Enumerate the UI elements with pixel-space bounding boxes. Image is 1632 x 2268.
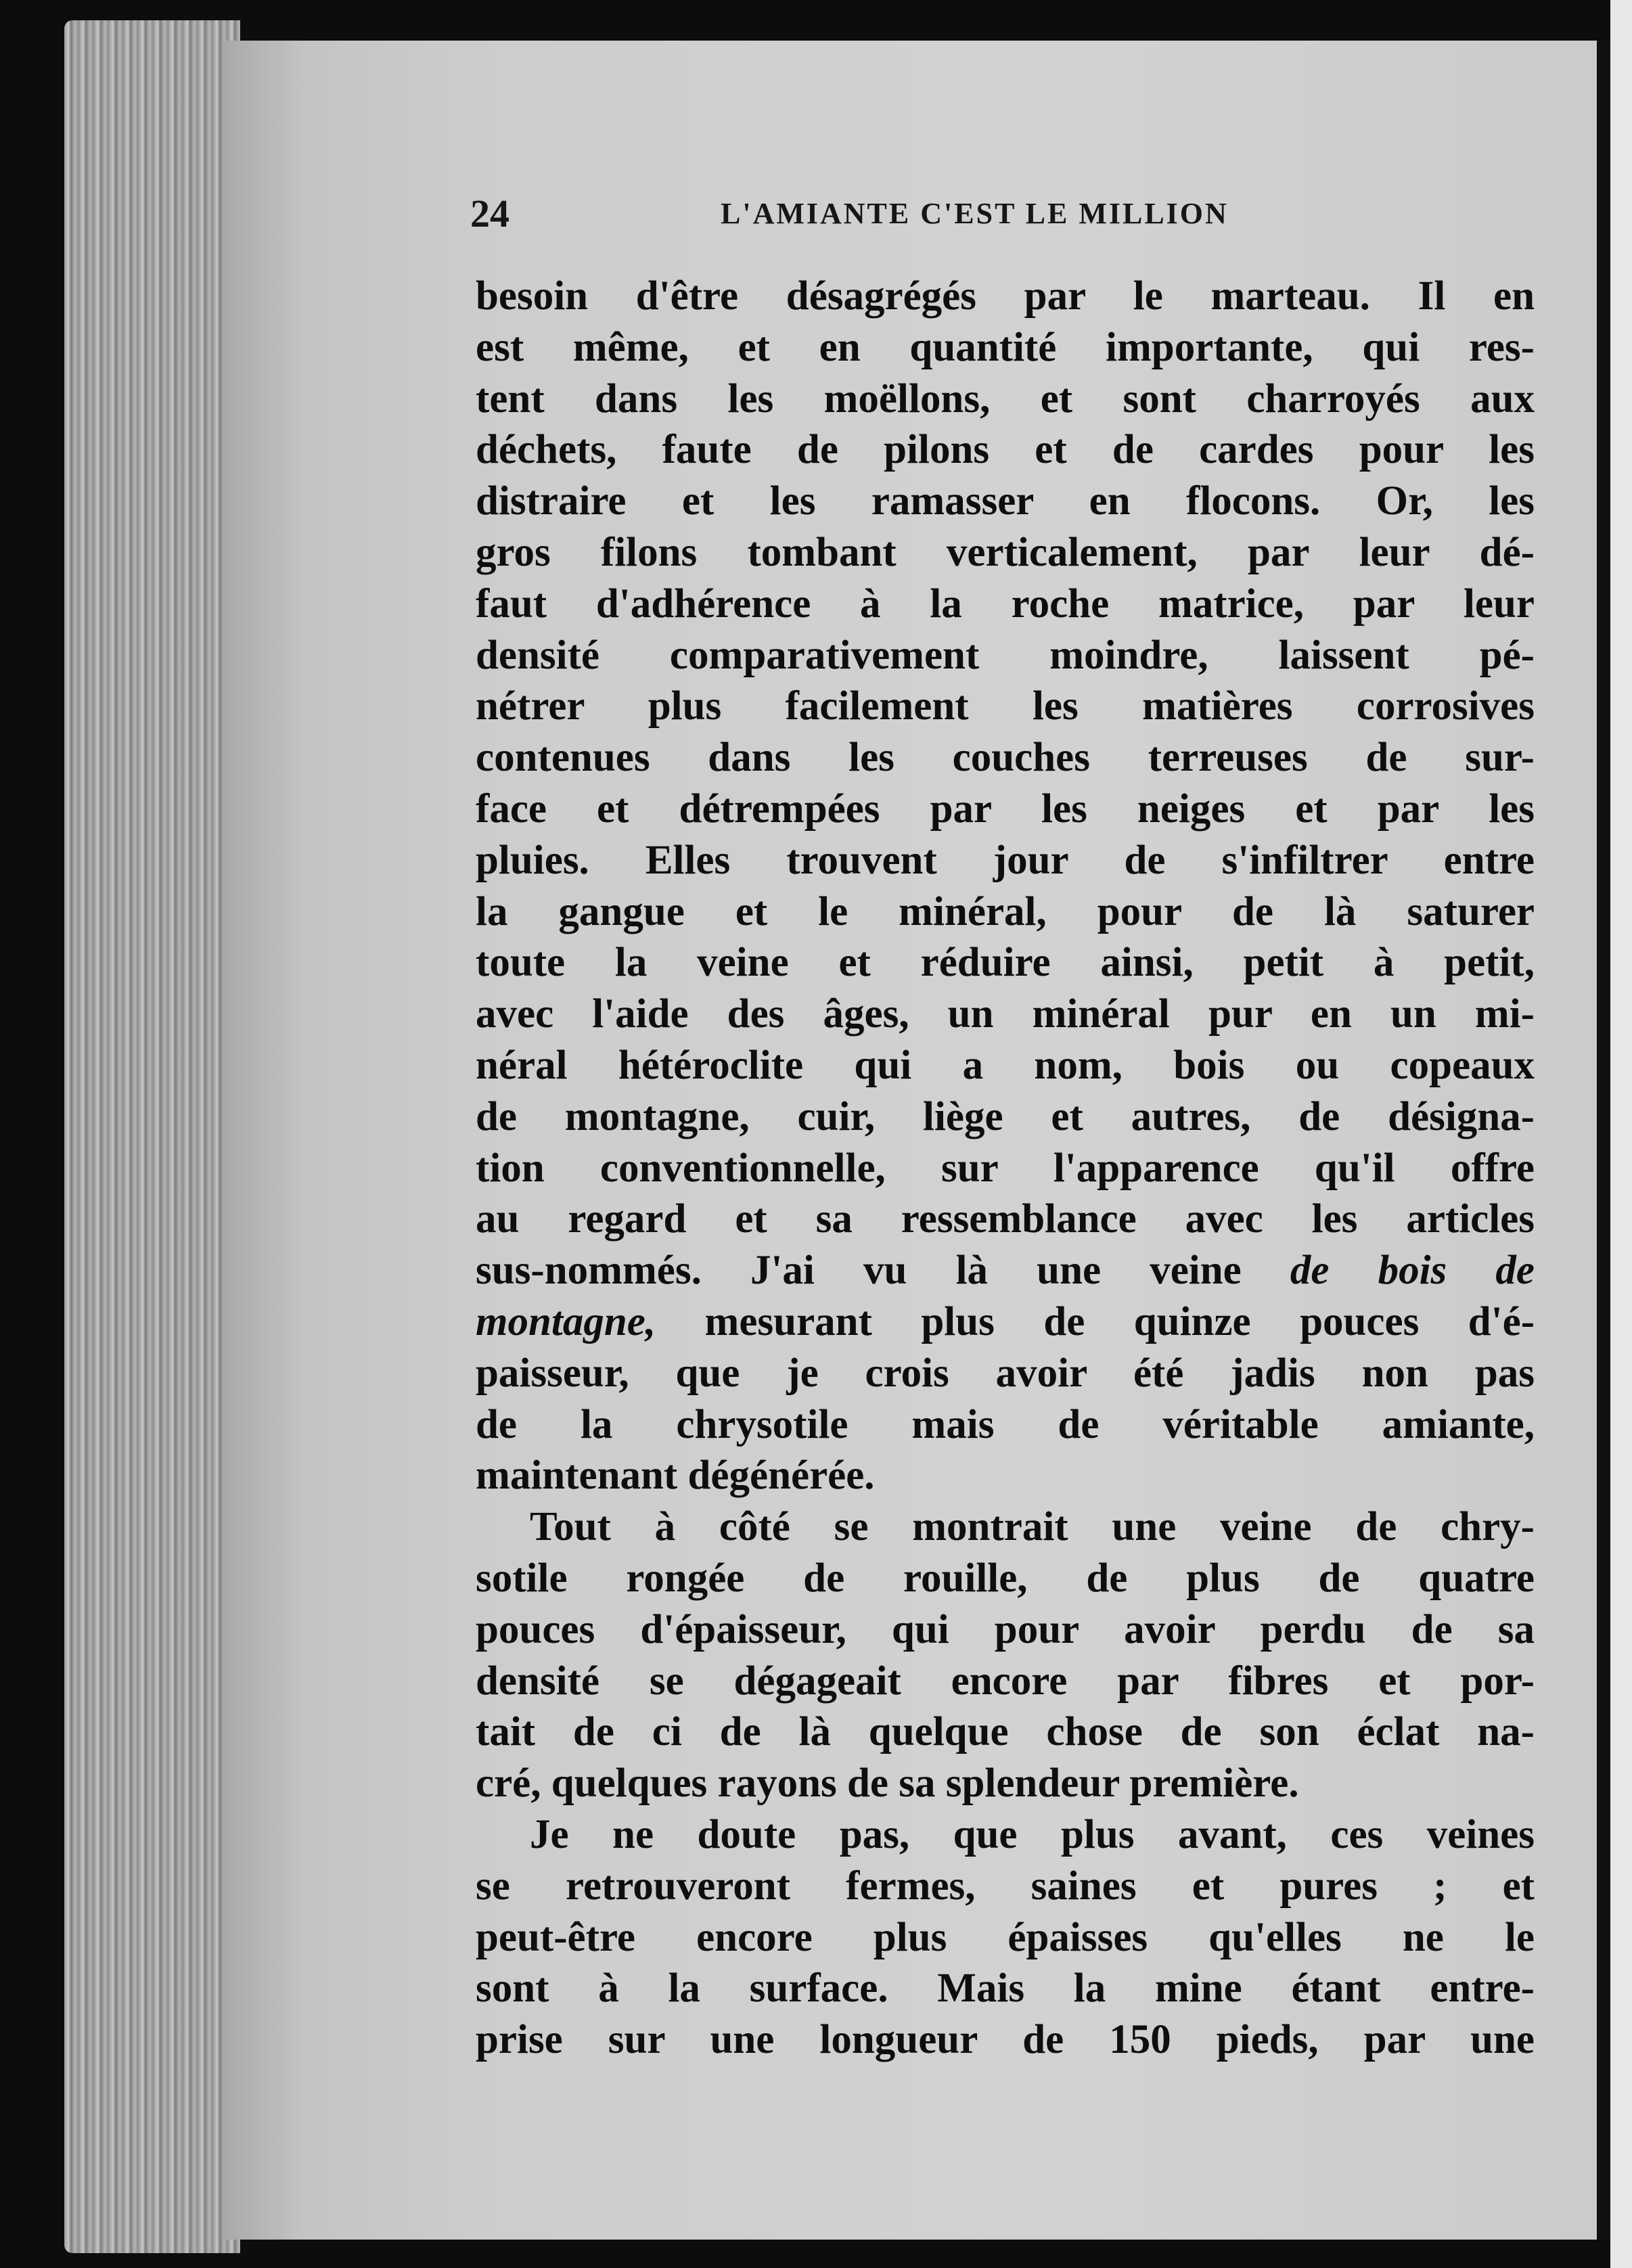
text-segment: mesurant plus de quinze pouces d'é- bbox=[704, 1298, 1535, 1344]
text-line: tent dans les moëllons, et sont charroyés aux bbox=[476, 376, 1535, 422]
text-line: nétrer plus facilement les matières corrosives bbox=[476, 683, 1535, 729]
text-line: tait de ci de là quelque chose de son éclat na- bbox=[476, 1709, 1535, 1755]
text-line: de montagne, cuir, liège et autres, de désigna- bbox=[476, 1093, 1535, 1139]
text-line: néral hétéroclite qui a nom, bois ou copeaux bbox=[476, 1042, 1535, 1088]
text-line: paisseur, que je crois avoir été jadis non pas bbox=[476, 1350, 1535, 1396]
text-line: densité se dégageait encore par fibres et por- bbox=[476, 1658, 1535, 1704]
italic-phrase: de bois de bbox=[1290, 1248, 1535, 1294]
facing-page-edge bbox=[1610, 0, 1632, 2268]
text-line: pouces d'épaisseur, qui pour avoir perdu de sa bbox=[476, 1606, 1535, 1652]
text-line: se retrouveront fermes, saines et pures ; et bbox=[476, 1863, 1535, 1909]
text-line: sont à la surface. Mais la mine étant entre- bbox=[476, 1966, 1535, 2012]
italic-phrase: montagne, bbox=[476, 1298, 656, 1344]
text-line: sotile rongée de rouille, de plus de quatre bbox=[476, 1555, 1535, 1601]
text-line: gros filons tombant verticalement, par leur dé- bbox=[476, 529, 1535, 575]
running-title: L'AMIANTE C'EST LE MILLION bbox=[721, 197, 1229, 230]
paragraph-start: Tout à côté se montrait une veine de chry- bbox=[530, 1504, 1535, 1550]
text-line: déchets, faute de pilons et de cardes pour les bbox=[476, 427, 1535, 473]
text-line: pluies. Elles trouvent jour de s'infiltrer entre bbox=[476, 837, 1535, 883]
text-line: faut d'adhérence à la roche matrice, par leur bbox=[476, 581, 1535, 627]
text-line: peut-être encore plus épaisses qu'elles ne le bbox=[476, 1914, 1535, 1960]
text-line: est même, et en quantité importante, qui res- bbox=[476, 324, 1535, 370]
text-line: prise sur une longueur de 150 pieds, par une bbox=[476, 2017, 1535, 2063]
text-line: contenues dans les couches terreuses de sur- bbox=[476, 735, 1535, 781]
text-line: avec l'aide des âges, un minéral pur en un mi- bbox=[476, 991, 1535, 1037]
page-gutter-shadow bbox=[1598, 41, 1610, 2240]
text-line: cré, quelques rayons de sa splendeur première. bbox=[476, 1761, 1299, 1807]
text-line-mixed bbox=[476, 1296, 1535, 1348]
text-line: maintenant dégénérée. bbox=[476, 1453, 875, 1499]
text-segment: sus-nommés. J'ai vu là une veine bbox=[476, 1248, 1242, 1294]
body-text bbox=[476, 271, 1535, 2066]
text-line: distraire et les ramasser en flocons. Or, les bbox=[476, 478, 1535, 524]
page-number: 24 bbox=[470, 191, 509, 235]
paragraph-start: Je ne doute pas, que plus avant, ces veines bbox=[530, 1811, 1535, 1857]
text-line: la gangue et le minéral, pour de là saturer bbox=[476, 888, 1535, 934]
text-line: densité comparativement moindre, laissent pé- bbox=[476, 632, 1535, 678]
text-line: tion conventionnelle, sur l'apparence qu'il offre bbox=[476, 1145, 1535, 1191]
text-line: au regard et sa ressemblance avec les articles bbox=[476, 1196, 1535, 1242]
text-line-mixed bbox=[476, 1245, 1535, 1296]
text-line: toute la veine et réduire ainsi, petit à petit, bbox=[476, 940, 1535, 986]
text-line: face et détrempées par les neiges et par les bbox=[476, 786, 1535, 832]
text-line: de la chrysotile mais de véritable amiante, bbox=[476, 1401, 1535, 1447]
running-header bbox=[470, 191, 1536, 235]
book-page-edges bbox=[64, 20, 240, 2253]
text-line: besoin d'être désagrégés par le marteau. Il en bbox=[476, 273, 1535, 319]
